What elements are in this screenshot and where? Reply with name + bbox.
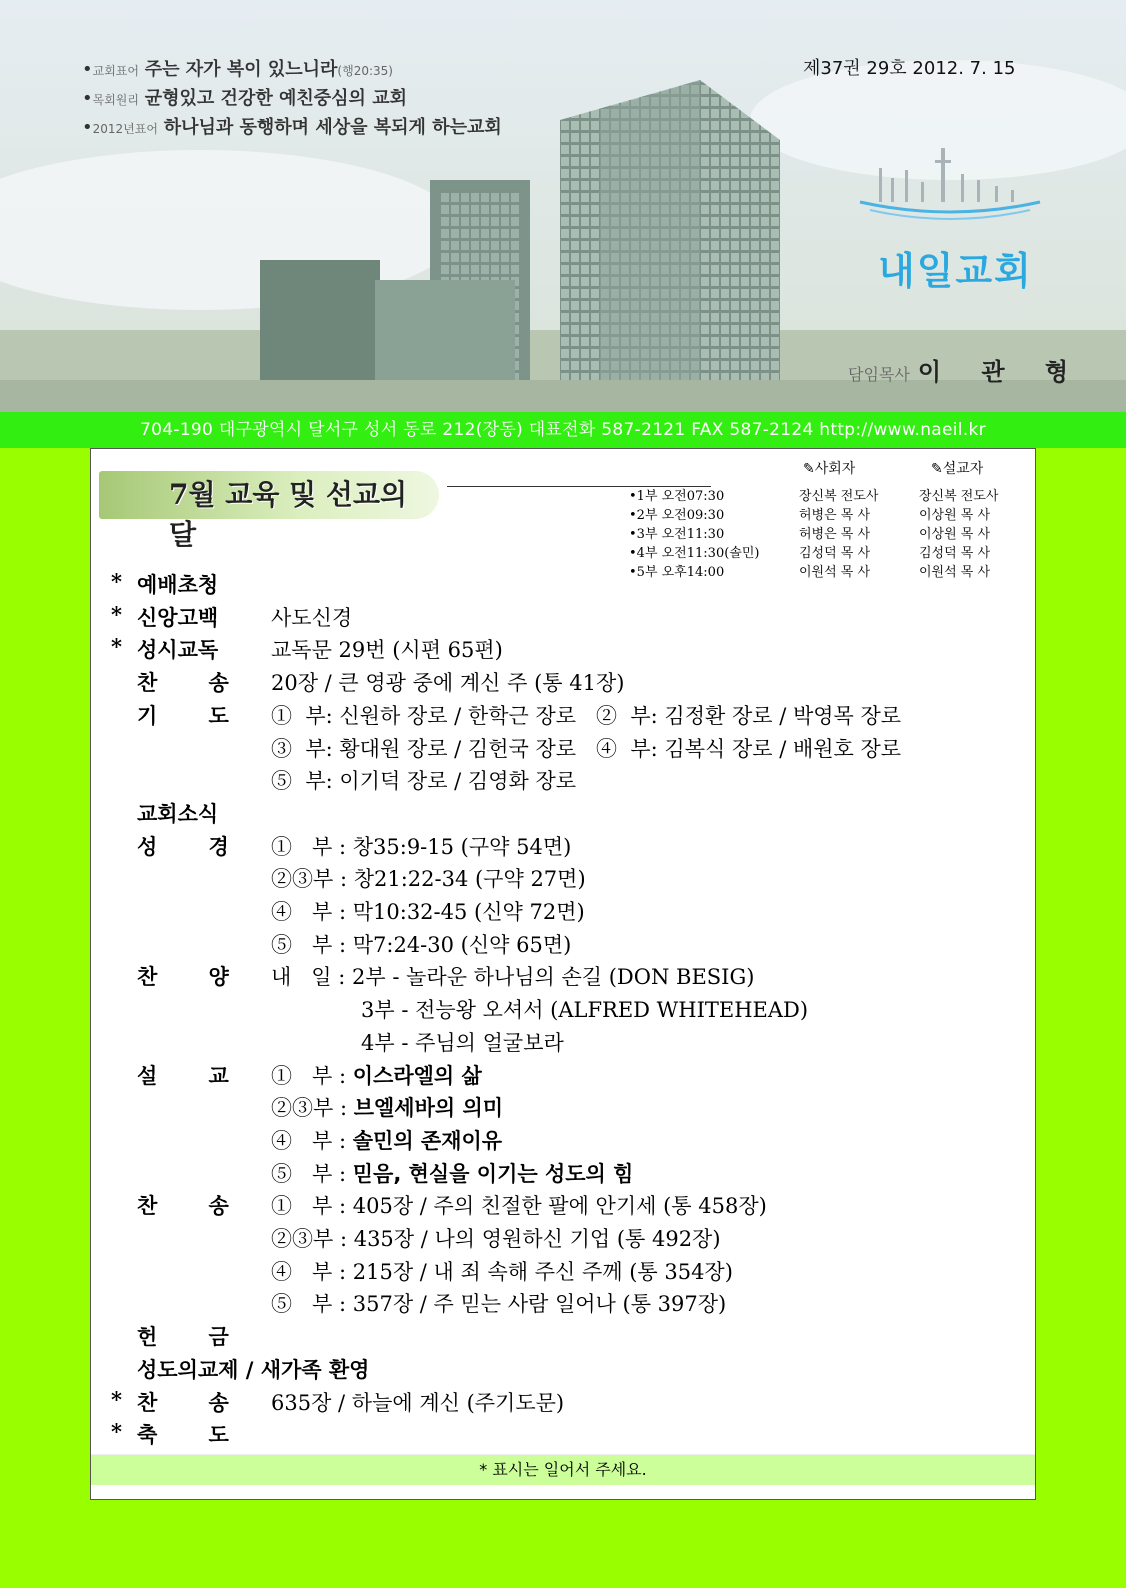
- order-content-text: 3부 - 전능왕 오셔서 (ALFRED WHITEHEAD): [361, 998, 809, 1023]
- order-content-text: ① 부 :: [271, 1063, 353, 1088]
- motto-text: 균형있고 건강한 예친중심의 교회: [144, 88, 407, 109]
- order-label: 예배초청: [137, 572, 219, 597]
- order-content: [271, 831, 571, 861]
- service-time: •1부 오전07:30: [629, 489, 725, 504]
- issue-number: 제37권 29호 2012. 7. 15: [803, 58, 1016, 79]
- order-label: 축 도: [137, 1422, 229, 1448]
- sermon-title: 믿음, 현실을 이기는 성도의 힘: [352, 1161, 634, 1186]
- order-content-text: ① 부: 신원하 장로 / 한학근 장로 ② 부: 김정환 장로 / 박영목 장로: [271, 703, 902, 728]
- order-content: [271, 765, 576, 795]
- motto-label: 목회원리: [92, 93, 139, 107]
- order-content-text: ④ 부 : 215장 / 내 죄 속해 주신 주께 (통 354장): [271, 1259, 733, 1284]
- order-content: [361, 1027, 564, 1057]
- order-content: [271, 700, 901, 730]
- order-content-text: ②③부 : 435장 / 나의 영원하신 기업 (통 492장): [271, 1227, 721, 1251]
- presider-header: ✎사회자: [803, 461, 856, 477]
- order-content-text: 20장 / 큰 영광 중에 계신 주 (통 41장): [271, 671, 625, 696]
- service-presider: 장신복 전도사: [799, 489, 879, 504]
- church-logo-icon: [855, 140, 1045, 230]
- order-content: [271, 1125, 502, 1155]
- order-label: 헌 금: [137, 1324, 229, 1350]
- standing-note: * 표시는 일어서 주세요.: [91, 1454, 1035, 1485]
- motto-line: •2012년표어 하나님과 동행하며 세상을 복되게 하는교회: [82, 117, 502, 138]
- order-content: [271, 1060, 482, 1090]
- service-time: •2부 오전09:30: [629, 508, 725, 523]
- service-time: •4부 오전11:30(솔민): [629, 546, 760, 561]
- motto-label: 2012년표어: [92, 122, 158, 136]
- order-content-text: ① 부 : 창35:9-15 (구약 54면): [271, 834, 572, 859]
- service-time: •3부 오전11:30: [629, 527, 725, 542]
- order-content: [271, 961, 754, 991]
- order-content: [361, 994, 808, 1024]
- service-row: [629, 563, 1029, 582]
- pastor-label: 담임목사: [848, 365, 910, 384]
- service-presider: 허병은 목 사: [799, 508, 871, 523]
- stand-marker: *: [111, 1419, 122, 1445]
- service-preacher: 이원석 목 사: [919, 565, 991, 580]
- order-content: [271, 733, 901, 763]
- month-theme-badge: [99, 471, 439, 551]
- order-label: 기 도: [137, 702, 229, 728]
- service-time: •5부 오후14:00: [629, 565, 725, 580]
- order-content-text: 사도신경: [271, 605, 353, 630]
- preacher-header: ✎설교자: [931, 461, 984, 477]
- motto-line: •교회표어 주는 자가 복이 있느니라(행20:35): [82, 59, 393, 80]
- order-content: [271, 1256, 733, 1286]
- order-content: [271, 863, 586, 893]
- stand-marker: *: [111, 634, 122, 660]
- order-content-text: 4부 - 주님의 얼굴보라: [361, 1030, 564, 1055]
- order-content: [271, 1223, 721, 1253]
- order-content-text: ②③부 :: [271, 1096, 354, 1121]
- order-content-text: ②③부 : 창21:22-34 (구약 27면): [271, 867, 586, 892]
- service-preacher: 이상원 목 사: [919, 508, 991, 523]
- order-label: 찬 송: [137, 1193, 229, 1219]
- motto-text: 하나님과 동행하며 세상을 복되게 하는교회: [163, 117, 502, 138]
- service-row: [629, 525, 1029, 544]
- order-label: 신앙고백: [137, 604, 219, 630]
- header-banner: [0, 0, 1126, 412]
- order-content-text: ⑤ 부 : 막7:24-30 (신약 65면): [271, 932, 572, 957]
- order-content: [271, 634, 503, 664]
- order-content-text: 635장 / 하늘에 계신 (주기도문): [271, 1390, 565, 1415]
- service-schedule: [629, 487, 1029, 582]
- motto-label: 교회표어: [92, 64, 139, 78]
- order-content-text: ④ 부 : 막10:32-45 (신약 72면): [271, 900, 585, 924]
- order-content-text: ① 부 : 405장 / 주의 친절한 팔에 안기세 (통 458장): [271, 1194, 767, 1219]
- service-preacher: 이상원 목 사: [919, 527, 991, 542]
- motto-text: 주는 자가 복이 있느니라: [144, 59, 338, 80]
- order-content: [271, 667, 624, 697]
- stand-marker: *: [111, 1386, 122, 1412]
- sermon-title: 솔민의 존재이유: [352, 1128, 503, 1153]
- motto-line: •목회원리 균형있고 건강한 예친중심의 교회: [82, 88, 407, 109]
- church-name: 내일교회: [878, 249, 1033, 293]
- service-presider: 김성덕 목 사: [799, 546, 871, 561]
- order-content: [271, 602, 352, 632]
- service-row: [629, 506, 1029, 525]
- order-content: [271, 896, 585, 926]
- order-content-text: 내 일 : 2부 - 놀라운 하나님의 손길 (DON BESIG): [271, 965, 755, 990]
- order-label: 성시교독: [137, 637, 219, 663]
- service-row: [629, 487, 1029, 506]
- order-label: 찬 송: [137, 670, 229, 696]
- senior-pastor: [848, 352, 1084, 387]
- order-content: [271, 929, 571, 959]
- order-label: 성 경: [137, 833, 229, 859]
- stand-marker: *: [111, 601, 122, 627]
- order-content: [271, 1190, 767, 1220]
- order-content-text: ⑤ 부 :: [271, 1161, 353, 1186]
- month-theme-title: 7월 교육 및 선교의 달: [169, 478, 408, 551]
- order-content: [271, 1288, 726, 1318]
- service-row: [629, 544, 1029, 563]
- service-presider: 이원석 목 사: [799, 565, 871, 580]
- worship-order-box: [90, 448, 1036, 1500]
- order-label: 성도의교제 / 새가족 환영: [137, 1356, 370, 1382]
- order-content: [271, 1158, 633, 1188]
- contact-info-bar: 704-190 대구광역시 달서구 성서 동로 212(장동) 대표전화 587-2121 FAX 587-2124 http://www.naeil.kr: [0, 412, 1126, 448]
- order-content: [271, 1387, 564, 1417]
- church-mottos: [82, 56, 502, 143]
- service-presider: 허병은 목 사: [799, 527, 871, 542]
- order-content-text: ⑤ 부 : 357장 / 주 믿는 사람 일어나 (통 397장): [271, 1292, 727, 1317]
- pastor-name: 이 관 형: [917, 358, 1085, 386]
- order-label: 찬 양: [137, 964, 229, 990]
- sermon-title: 브엘세바의 의미: [353, 1096, 504, 1121]
- order-content-text: ④ 부 :: [271, 1128, 353, 1153]
- stand-marker: *: [111, 569, 122, 594]
- order-label: 설 교: [137, 1062, 229, 1088]
- order-label: 교회소식: [137, 800, 219, 826]
- service-preacher: 장신복 전도사: [919, 489, 999, 504]
- sermon-title: 이스라엘의 삶: [352, 1063, 482, 1088]
- order-label: 찬 송: [137, 1389, 229, 1415]
- order-content-text: 교독문 29번 (시편 65편): [271, 638, 503, 663]
- service-preacher: 김성덕 목 사: [919, 546, 991, 561]
- order-content-text: ⑤ 부: 이기덕 장로 / 김영화 장로: [271, 769, 577, 794]
- order-content: [271, 1092, 503, 1122]
- order-content-text: ③ 부: 황대원 장로 / 김헌국 장로 ④ 부: 김복식 장로 / 배원호 장로: [271, 736, 902, 761]
- motto-reference: (행20:35): [337, 64, 393, 78]
